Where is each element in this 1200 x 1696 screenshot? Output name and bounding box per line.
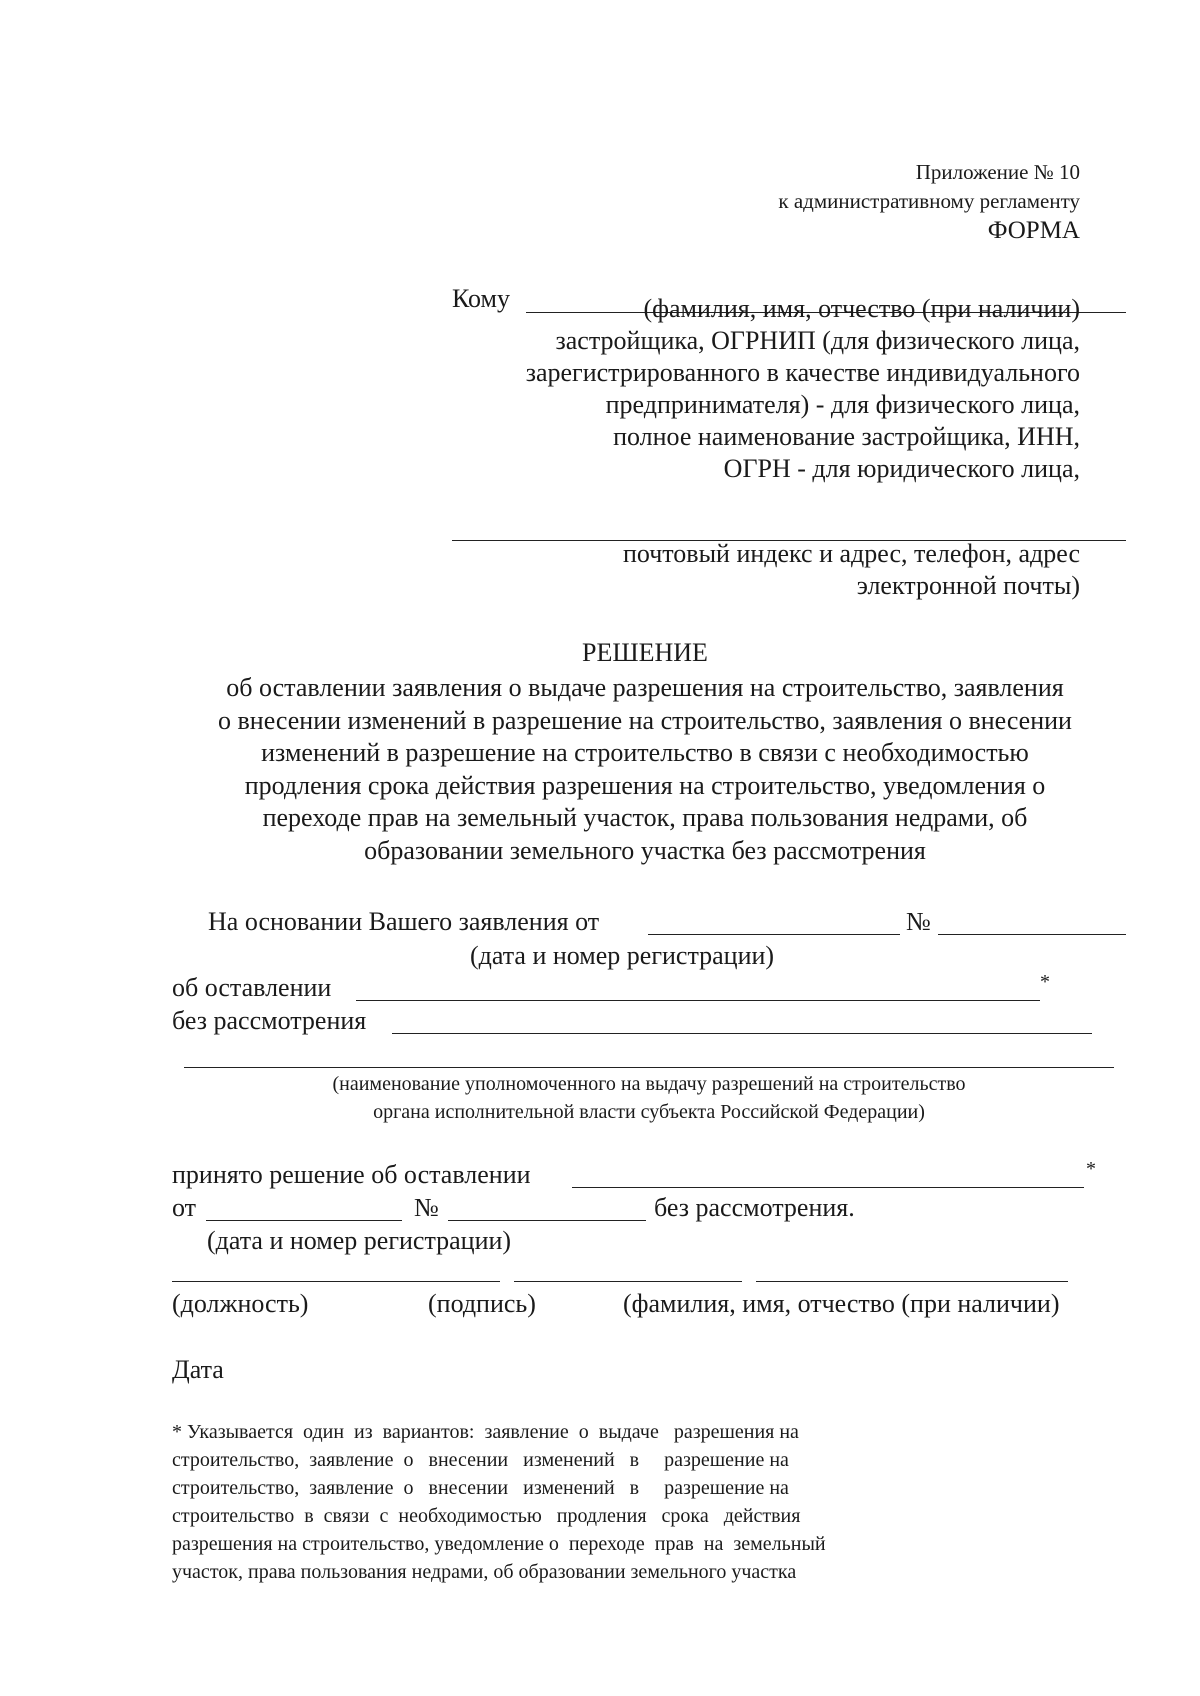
from-label: от (172, 1193, 197, 1222)
fio-caption: (фамилия, имя, отчество (при наличии) (623, 1289, 1060, 1318)
date-number-caption-2: (дата и номер регистрации) (207, 1226, 512, 1255)
basis-text: На основании Вашего заявления от (208, 907, 600, 936)
recipient-caption-line: зарегистрированного в качестве индивидуального (525, 358, 1080, 387)
subject-line: переходе прав на земельный участок, права пользования недрами, об (262, 803, 1028, 832)
number-sign: № (414, 1193, 439, 1222)
form-label: ФОРМА (987, 217, 1080, 244)
decision-made-label: принято решение об оставлении (172, 1160, 531, 1189)
recipient-caption-line: (фамилия, имя, отчество (при наличии) (643, 294, 1080, 323)
footnote (172, 1418, 826, 1586)
footnote-line: строительство в связи с необходимостью продления срока действия (172, 1505, 801, 1527)
application-number-line[interactable] (938, 934, 1126, 935)
address-caption-line: электронной почты) (856, 571, 1080, 600)
subject-line: продления срока действия разрешения на строительство, уведомления о (244, 770, 1046, 800)
asterisk-mark: * (1040, 971, 1050, 993)
decision-made-line[interactable] (572, 1187, 1084, 1188)
fio-line[interactable] (756, 1281, 1068, 1282)
decision-number-line[interactable] (448, 1220, 646, 1221)
subject-line: образовании земельного участка без рассмотрения (364, 835, 926, 865)
reglament-label: к административному регламенту (778, 189, 1080, 213)
subject-line: о внесении изменений в разрешение на строительство, заявления о внесении (218, 705, 1072, 735)
signature-caption: (подпись) (428, 1289, 536, 1318)
application-date-line[interactable] (648, 934, 900, 935)
number-sign: № (906, 907, 931, 936)
decision-title: РЕШЕНИЕ (582, 638, 708, 667)
decision-date-line[interactable] (206, 1220, 402, 1221)
footnote-line: * Указывается один из вариантов: заявление о выдаче разрешения на (172, 1421, 799, 1443)
recipient-caption-line: предпринимателя) - для физического лица, (605, 390, 1080, 419)
signature-line[interactable] (514, 1281, 742, 1282)
recipient-address-caption (623, 538, 1080, 602)
subject-line: изменений в разрешение на строительство в связи с необходимостью (261, 738, 1029, 767)
footnote-line: строительство, заявление о внесении изменений в разрешение на (172, 1449, 789, 1471)
without-review-line[interactable] (392, 1033, 1092, 1034)
decision-subject (175, 672, 1115, 867)
header-block (778, 158, 1080, 245)
without-review-label: без рассмотрения (172, 1006, 367, 1035)
subject-line: об оставлении заявления о выдаче разрешения на строительство, заявления (226, 673, 1064, 702)
appendix-label: Приложение № 10 (915, 160, 1080, 184)
recipient-caption-line: застройщика, ОГРНИП (для физического лица, (555, 326, 1080, 355)
authority-line[interactable] (184, 1067, 1114, 1068)
date-label: Дата (172, 1355, 224, 1384)
recipient-caption-line: ОГРН - для юридического лица, (723, 454, 1080, 483)
leave-line[interactable] (356, 1000, 1040, 1001)
position-caption: (должность) (172, 1289, 309, 1318)
footnote-line: разрешения на строительство, уведомление о переходе прав на земельный (172, 1533, 826, 1555)
footnote-line: строительство, заявление о внесении изменений в разрешение на (172, 1477, 789, 1499)
to-label: Кому (452, 284, 511, 313)
date-number-caption: (дата и номер регистрации) (470, 941, 775, 970)
without-review-end: без рассмотрения. (654, 1193, 855, 1222)
recipient-caption-line: полное наименование застройщика, ИНН, (613, 422, 1080, 451)
leave-label: об оставлении (172, 973, 332, 1002)
authority-caption-line: органа исполнительной власти субъекта Российской Федерации) (373, 1101, 925, 1123)
recipient-caption (526, 293, 1080, 485)
asterisk-mark: * (1086, 1158, 1096, 1180)
address-caption-line: почтовый индекс и адрес, телефон, адрес (622, 539, 1080, 568)
authority-caption (184, 1070, 1114, 1126)
footnote-line: участок, права пользования недрами, об образовании земельного участка (172, 1561, 797, 1583)
authority-caption-line: (наименование уполномоченного на выдачу разрешений на строительство (332, 1073, 966, 1095)
position-line[interactable] (172, 1281, 500, 1282)
